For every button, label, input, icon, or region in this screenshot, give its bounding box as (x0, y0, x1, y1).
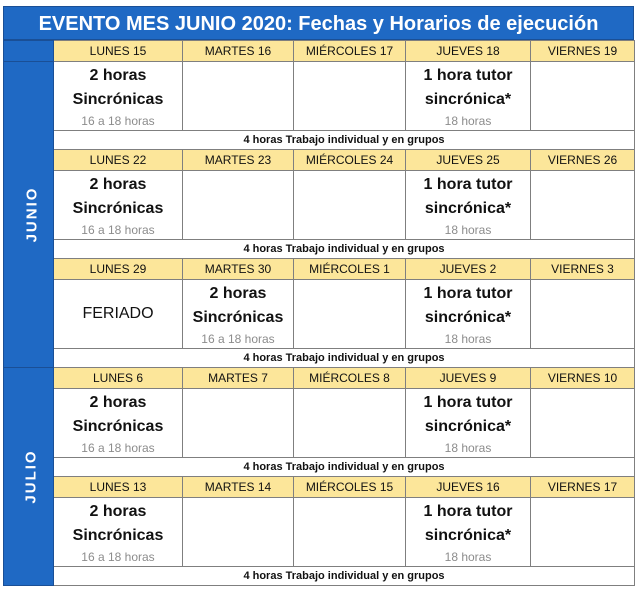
empty-cell (294, 171, 406, 240)
day-header: JUEVES 18 (406, 41, 531, 62)
day-header: VIERNES 19 (531, 41, 635, 62)
empty-cell (294, 62, 406, 131)
day-header: MARTES 7 (183, 368, 294, 389)
group-work-notice: 4 horas Trabajo individual y en grupos (54, 131, 635, 150)
day-header: MIÉRCOLES 24 (294, 150, 406, 171)
empty-cell (183, 498, 294, 567)
day-header: JUEVES 25 (406, 150, 531, 171)
month-label-junio: JUNIO (4, 62, 54, 368)
empty-cell (531, 498, 635, 567)
session-row (4, 171, 635, 240)
group-work-notice: 4 horas Trabajo individual y en grupos (54, 349, 635, 368)
notice-row (4, 567, 635, 586)
sync-session-cell: 2 horas Sincrónicas 16 a 18 horas (54, 62, 183, 131)
day-header: LUNES 13 (54, 477, 183, 498)
holiday-cell: FERIADO (54, 280, 183, 349)
notice-row (4, 349, 635, 368)
notice-row (4, 131, 635, 150)
empty-cell (183, 171, 294, 240)
day-header: VIERNES 26 (531, 150, 635, 171)
sync-session-cell: 2 horas Sincrónicas 16 a 18 horas (54, 171, 183, 240)
day-header: MIÉRCOLES 8 (294, 368, 406, 389)
session-row (4, 389, 635, 458)
day-header: JUEVES 16 (406, 477, 531, 498)
day-header: MIÉRCOLES 15 (294, 477, 406, 498)
day-row (4, 368, 635, 389)
month-label-julio: JULIO (4, 368, 54, 586)
empty-cell (531, 62, 635, 131)
day-header: LUNES 22 (54, 150, 183, 171)
day-header: JUEVES 9 (406, 368, 531, 389)
day-header: LUNES 29 (54, 259, 183, 280)
group-work-notice: 4 horas Trabajo individual y en grupos (54, 240, 635, 259)
day-header: VIERNES 10 (531, 368, 635, 389)
day-header: MARTES 23 (183, 150, 294, 171)
empty-cell (183, 62, 294, 131)
day-header: MARTES 30 (183, 259, 294, 280)
day-header: MIÉRCOLES 1 (294, 259, 406, 280)
notice-row (4, 240, 635, 259)
tutor-session-cell: 1 hora tutor sincrónica* 18 horas (406, 389, 531, 458)
empty-cell (294, 280, 406, 349)
empty-cell (531, 389, 635, 458)
day-header: LUNES 15 (54, 41, 183, 62)
empty-cell (183, 389, 294, 458)
sync-session-cell: 2 horas Sincrónicas 16 a 18 horas (54, 498, 183, 567)
day-header: MARTES 14 (183, 477, 294, 498)
header-day-row (4, 41, 635, 62)
day-header: JUEVES 2 (406, 259, 531, 280)
notice-row (4, 458, 635, 477)
day-header: VIERNES 3 (531, 259, 635, 280)
session-row (4, 280, 635, 349)
day-header: MARTES 16 (183, 41, 294, 62)
empty-cell (531, 171, 635, 240)
empty-cell (531, 280, 635, 349)
tutor-session-cell: 1 hora tutor sincrónica* 18 horas (406, 62, 531, 131)
tutor-session-cell: 1 hora tutor sincrónica* 18 horas (406, 171, 531, 240)
empty-cell (294, 498, 406, 567)
sync-session-cell: 2 horas Sincrónicas 16 a 18 horas (183, 280, 294, 349)
tutor-session-cell: 1 hora tutor sincrónica* 18 horas (406, 498, 531, 567)
session-row (4, 62, 635, 131)
day-row (4, 259, 635, 280)
day-header: VIERNES 17 (531, 477, 635, 498)
tutor-session-cell: 1 hora tutor sincrónica* 18 horas (406, 280, 531, 349)
day-header: LUNES 6 (54, 368, 183, 389)
group-work-notice: 4 horas Trabajo individual y en grupos (54, 567, 635, 586)
sync-session-cell: 2 horas Sincrónicas 16 a 18 horas (54, 389, 183, 458)
session-row (4, 498, 635, 567)
month-spacer (4, 41, 54, 62)
empty-cell (294, 389, 406, 458)
day-row (4, 477, 635, 498)
page-title: EVENTO MES JUNIO 2020: Fechas y Horarios de ejecución (3, 6, 634, 40)
day-row (4, 150, 635, 171)
day-header: MIÉRCOLES 17 (294, 41, 406, 62)
schedule-table (3, 40, 635, 586)
schedule-container (3, 6, 634, 586)
group-work-notice: 4 horas Trabajo individual y en grupos (54, 458, 635, 477)
